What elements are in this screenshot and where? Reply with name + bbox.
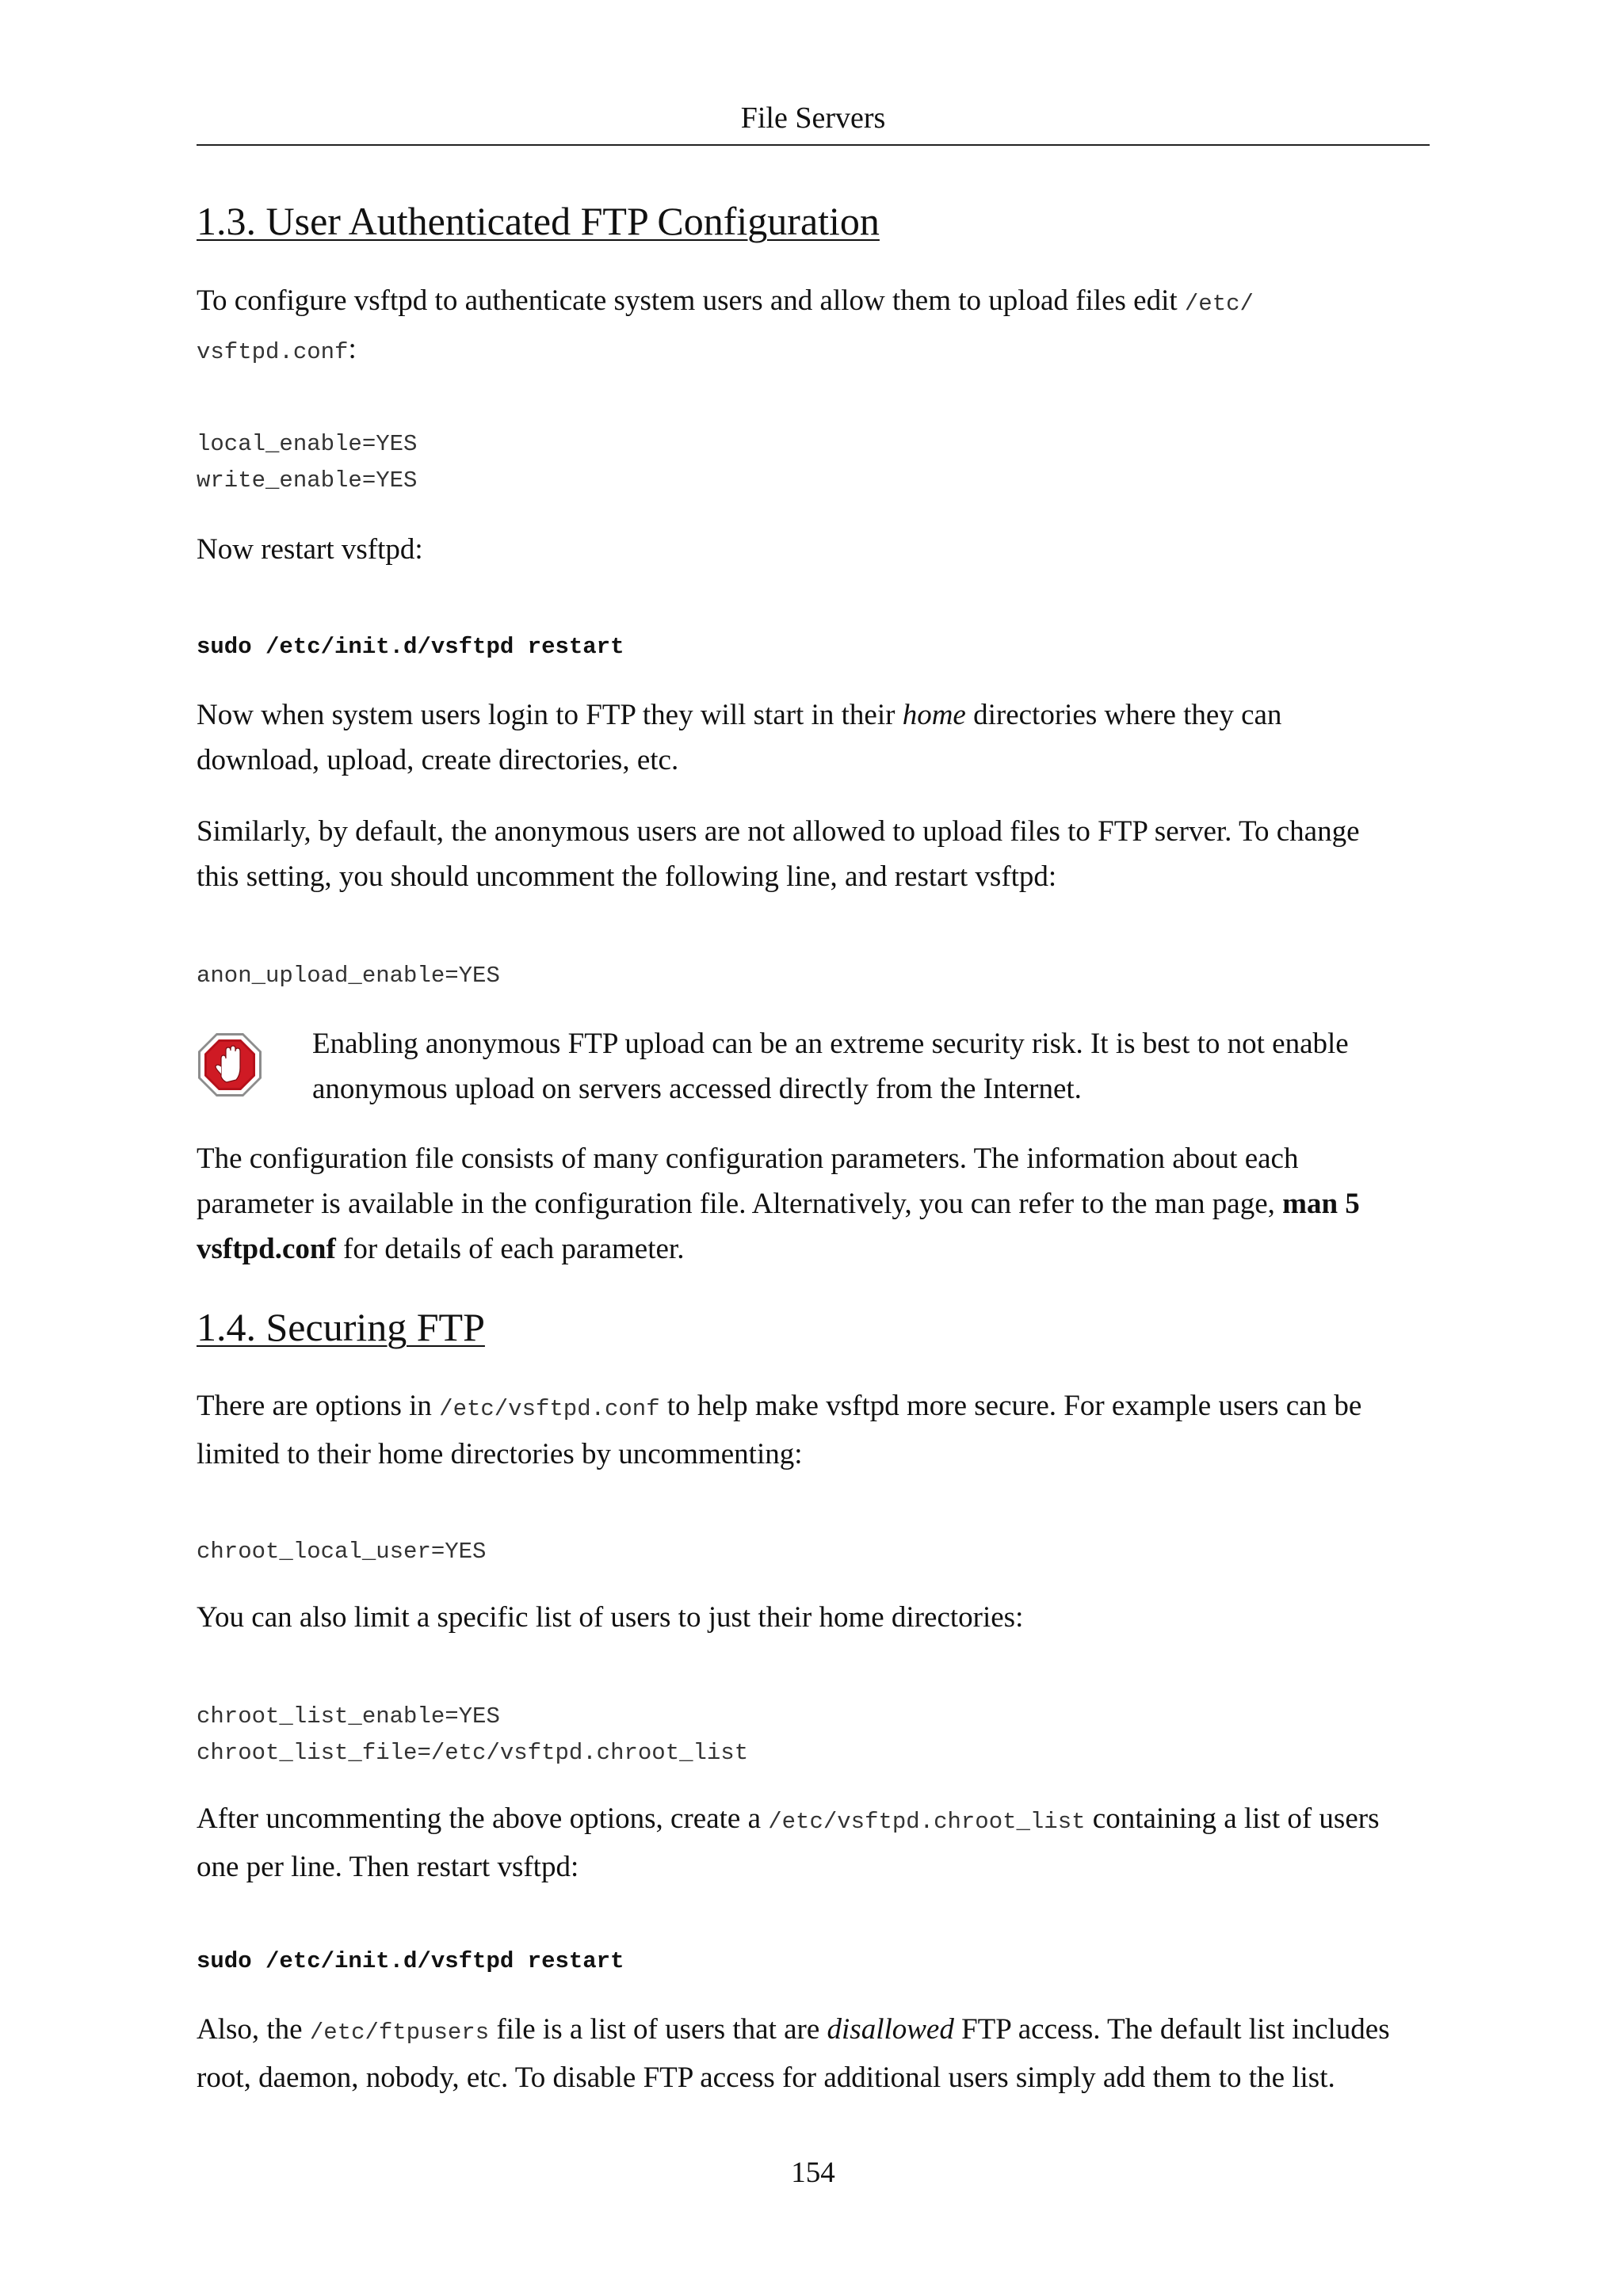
login-text: Now when system users login to FTP they will start in their (197, 699, 903, 731)
anon-text: Similarly, by default, the anonymous users are not allowed to upload files to FTP server. To change (197, 815, 1360, 848)
anon-paragraph (197, 809, 1430, 899)
login-paragraph (197, 692, 1430, 783)
ftpusers-paragraph (197, 2007, 1430, 2100)
ftpusers-text: FTP access. The default list includes (953, 2013, 1390, 2046)
config-file-paragraph (197, 1136, 1430, 1272)
config-line: local_enable=YES (197, 431, 418, 457)
warning-text: Enabling anonymous FTP upload can be an extreme security risk. It is best to not enable (312, 1028, 1349, 1060)
intro-paragraph (197, 278, 1430, 375)
restart-intro: Now restart vsftpd: (197, 533, 423, 566)
ftpusers-text: root, daemon, nobody, etc. To disable FTP access for additional users simply add them to the list. (197, 2061, 1335, 2094)
stop-hand-icon (197, 1032, 263, 1098)
path-vsftpd-conf: vsftpd.conf (197, 339, 349, 365)
config-file-text: parameter is available in the configuration file. Alternatively, you can refer to the man page, (197, 1188, 1283, 1220)
emphasis-home: home (902, 699, 966, 731)
ftpusers-text: Also, the (197, 2013, 310, 2046)
config-line: chroot_list_file=/etc/vsftpd.chroot_list (197, 1740, 749, 1766)
emphasis-disallowed: disallowed (827, 2013, 954, 2046)
limit-paragraph: You can also limit a specific list of users to just their home directories: (197, 1601, 1024, 1634)
running-header: File Servers (197, 98, 1430, 146)
page-number: 154 (791, 2157, 835, 2189)
after-paragraph (197, 1796, 1430, 1890)
config-line: write_enable=YES (197, 467, 418, 494)
section-heading-1-3: 1.3. User Authenticated FTP Configuration (197, 199, 880, 243)
section-heading-1-4: 1.4. Securing FTP (197, 1305, 485, 1349)
ftpusers-text: file is a list of users that are (489, 2013, 827, 2046)
options-text: to help make vsftpd more secure. For example users can be (659, 1390, 1362, 1422)
chroot-local-line: chroot_local_user=YES (197, 1539, 487, 1565)
login-text: directories where they can (965, 699, 1282, 731)
options-text: There are options in (197, 1390, 440, 1422)
intro-colon: : (348, 333, 357, 365)
man-command: man 5 (1282, 1188, 1360, 1220)
options-paragraph (197, 1383, 1430, 1477)
warning-text: anonymous upload on servers accessed directly from the Internet. (312, 1073, 1082, 1105)
path-ftpusers: /etc/ftpusers (309, 2019, 490, 2046)
restart-command: sudo /etc/init.d/vsftpd restart (197, 634, 624, 660)
options-text: limited to their home directories by uncommenting: (197, 1438, 803, 1470)
restart-command-2: sudo /etc/init.d/vsftpd restart (197, 1948, 624, 1974)
config-block-chroot-list (197, 1699, 748, 1772)
after-text: After uncommenting the above options, create a (197, 1802, 769, 1835)
after-text: one per line. Then restart vsftpd: (197, 1851, 579, 1883)
config-file-text: The configuration file consists of many configuration parameters. The information about each (197, 1142, 1299, 1175)
path-chroot-list: /etc/vsftpd.chroot_list (768, 1809, 1086, 1835)
path-vsftpd-conf-full: /etc/vsftpd.conf (439, 1396, 660, 1422)
config-line: chroot_list_enable=YES (197, 1703, 500, 1730)
intro-text: To configure vsftpd to authenticate system users and allow them to upload files edit (197, 284, 1185, 317)
anon-config-line: anon_upload_enable=YES (197, 963, 500, 989)
config-file-text: for details of each parameter. (335, 1233, 685, 1265)
login-text: download, upload, create directories, etc. (197, 744, 679, 776)
config-block-local-write (197, 426, 417, 499)
warning-note (312, 1021, 1430, 1112)
man-command-arg: vsftpd.conf (197, 1233, 336, 1265)
anon-text: this setting, you should uncomment the following line, and restart vsftpd: (197, 860, 1057, 893)
path-etc: /etc/ (1184, 291, 1254, 317)
after-text: containing a list of users (1085, 1802, 1380, 1835)
